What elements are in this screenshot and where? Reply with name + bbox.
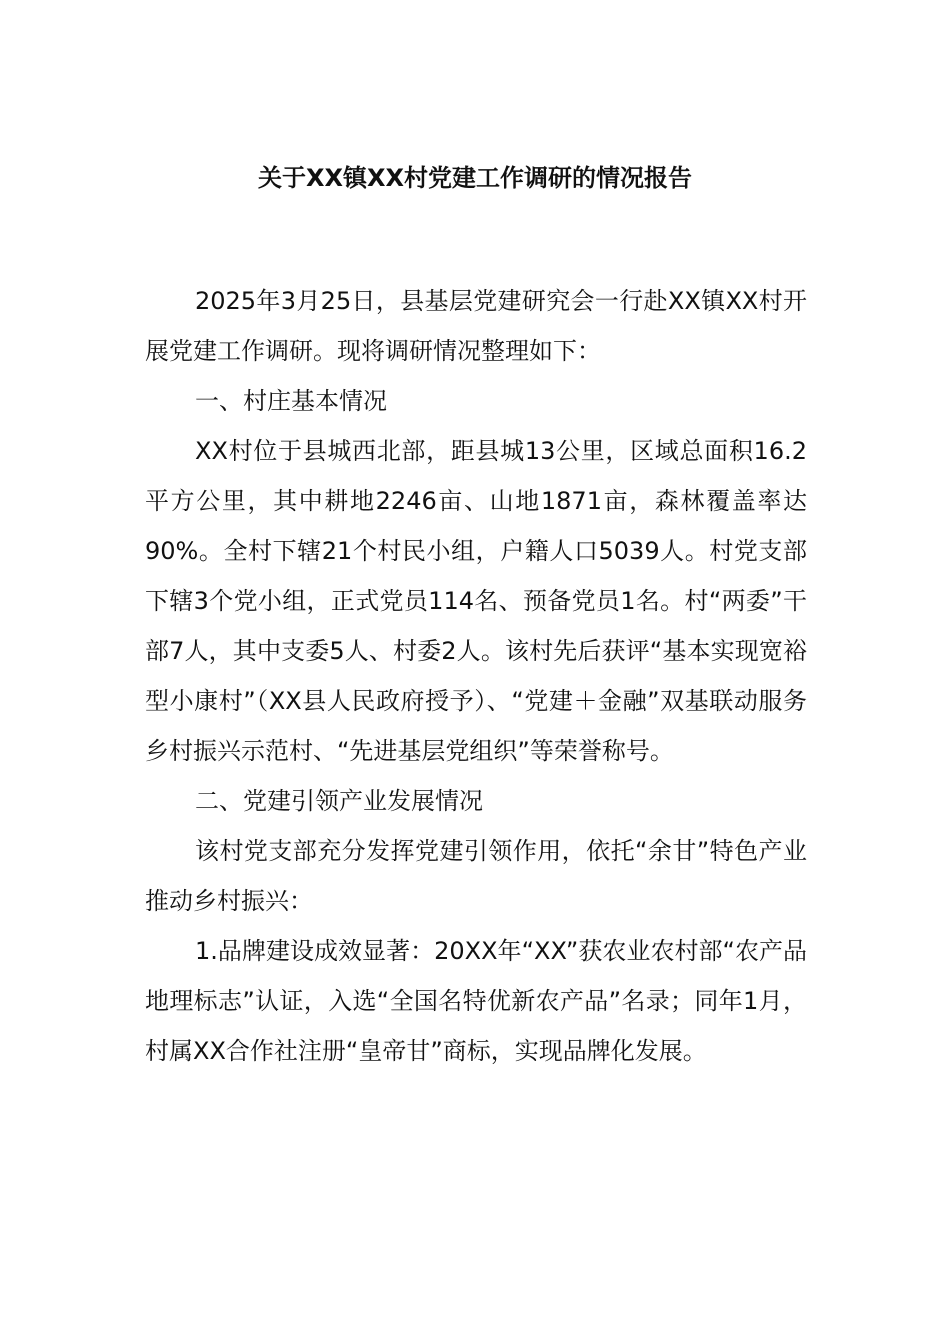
document-body — [145, 276, 807, 1076]
document-title: 关于XX镇XX村党建工作调研的情况报告 — [257, 164, 692, 192]
paragraph-industry-intro: 该村党支部充分发挥党建引领作用，依托“余甘”特色产业推动乡村振兴： — [145, 837, 807, 915]
paragraph-village-overview: XX村位于县城西北部，距县城13公里，区域总面积16.2平方公里，其中耕地2246亩、山地1871亩，森林覆盖率达90%。全村下辖21个村民小组，户籍人口5039人。村党支部下辖3个党小组，正式党员114名、预备党员1名。村“两委”干部7人，其中支委5人、村委2人。该村先后获评“基本实现宽裕型小康村”（XX县人民政府授予）、“党建＋金融”双基联动服务乡村振兴示范村、“先进基层党组织”等荣誉称号。 — [145, 437, 807, 765]
paragraph-intro: 2025年3月25日，县基层党建研究会一行赴XX镇XX村开展党建工作调研。现将调研情况整理如下： — [145, 287, 807, 365]
paragraph-brand-building: 1.品牌建设成效显著：20XX年“XX”获农业农村部“农产品地理标志”认证，入选“全国名特优新农产品”名录；同年1月，村属XX合作社注册“皇帝甘”商标，实现品牌化发展。 — [145, 937, 807, 1065]
section-heading-industry-development: 二、党建引领产业发展情况 — [195, 787, 483, 815]
section-heading-village-overview: 一、村庄基本情况 — [195, 387, 387, 415]
